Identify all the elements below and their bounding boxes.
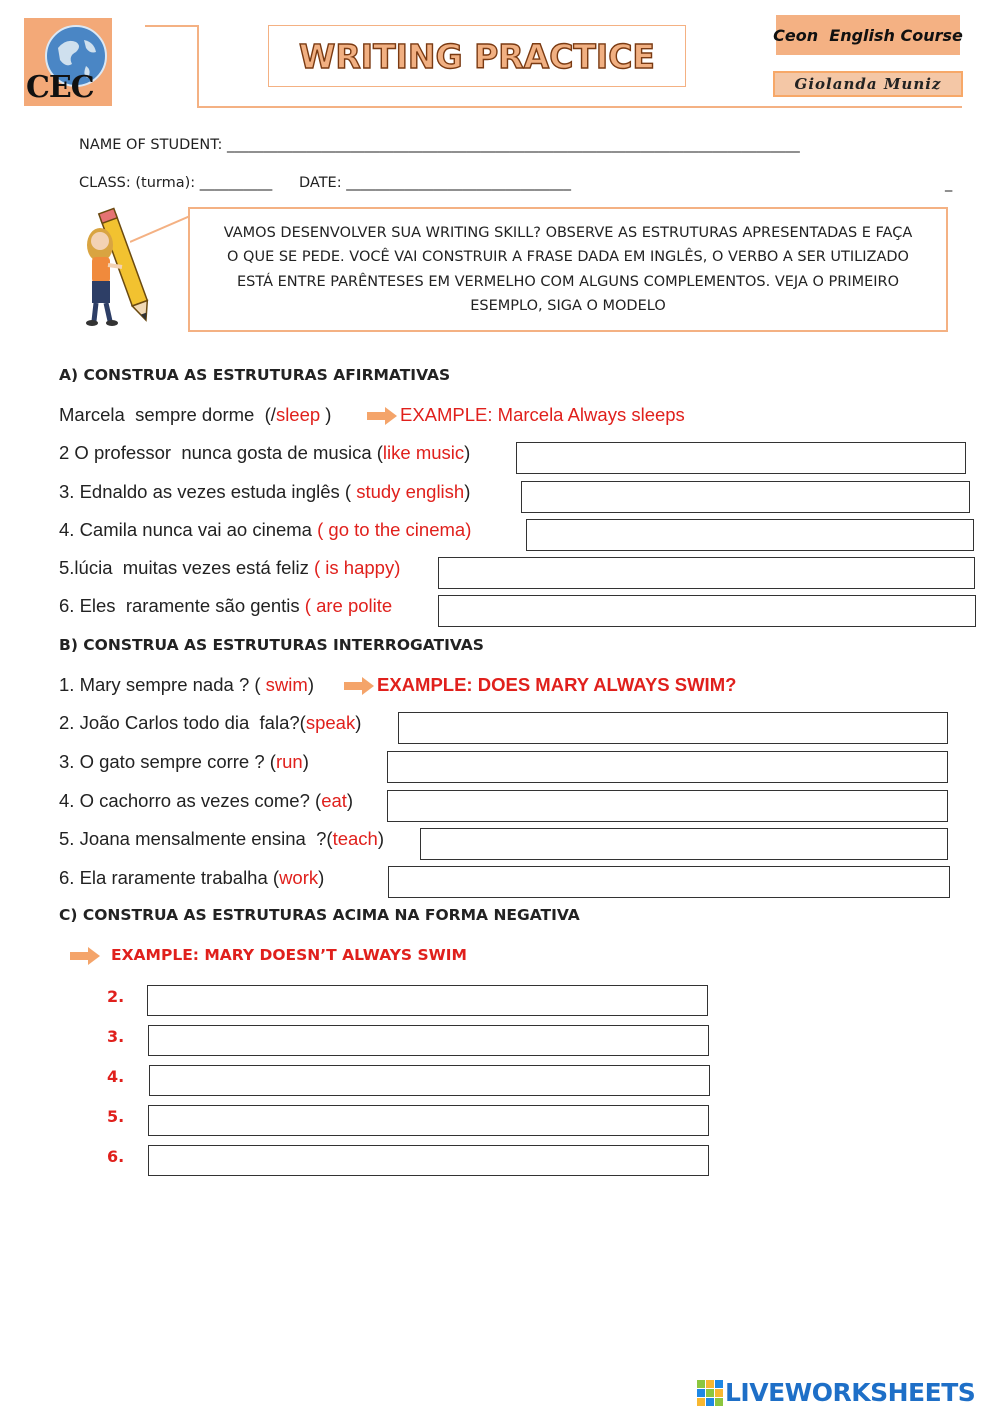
verb-hint: teach xyxy=(332,828,378,849)
student-name-line[interactable]: NAME OF STUDENT: _______________________________________________________________________________ xyxy=(79,137,800,153)
example-suffix: ) xyxy=(307,674,314,695)
verb-hint: study english xyxy=(351,481,465,502)
header-frame-line xyxy=(197,25,199,108)
question-text: 4. Camila nunca vai ao cinema xyxy=(59,519,318,540)
logo-text: CEC xyxy=(26,70,94,105)
example-prefix: Marcela sempre dorme (/ xyxy=(59,404,276,425)
section-c-example: EXAMPLE: MARY DOESN’T ALWAYS SWIM xyxy=(111,946,467,964)
section-b-example xyxy=(59,674,314,696)
question-suffix: ) xyxy=(464,442,471,463)
header-frame-line xyxy=(197,106,962,108)
arrow-right-icon xyxy=(367,407,397,425)
item-number: 6. xyxy=(107,1147,125,1166)
date-line[interactable]: DATE: _______________________________ xyxy=(299,175,571,191)
answer-box-c5[interactable] xyxy=(148,1105,709,1136)
section-c-heading: C) CONSTRUA AS ESTRUTURAS ACIMA NA FORMA NEGATIVA xyxy=(59,906,580,924)
arrow-right-icon xyxy=(70,947,100,965)
question-suffix: ) xyxy=(377,828,384,849)
question-text: 6. Eles raramente são gentis xyxy=(59,595,305,616)
liveworksheets-logo[interactable] xyxy=(697,1378,975,1407)
verb-hint: ( are polite xyxy=(304,595,393,616)
course-badge xyxy=(773,15,963,55)
question-b4 xyxy=(59,790,353,812)
answer-box-b4[interactable] xyxy=(387,790,948,822)
question-text: 3. Ednaldo as vezes estuda inglês ( xyxy=(59,481,352,502)
arrow-right-icon xyxy=(344,677,374,695)
item-number: 4. xyxy=(107,1067,125,1086)
answer-box-b3[interactable] xyxy=(387,751,948,783)
verb-hint: ( is happy) xyxy=(314,557,401,578)
answer-box-c2[interactable] xyxy=(147,985,708,1016)
answer-box-a3[interactable] xyxy=(521,481,970,513)
example-suffix: ) xyxy=(320,404,332,425)
liveworksheets-brand: LIVEWORKSHEETS xyxy=(725,1378,976,1407)
logo xyxy=(24,18,112,106)
section-a-example-answer: EXAMPLE: Marcela Always sleeps xyxy=(400,404,685,425)
question-suffix: ) xyxy=(302,751,309,772)
course-name: Ceon English Course xyxy=(773,25,963,45)
question-suffix: ) xyxy=(464,481,471,502)
title-box xyxy=(268,25,686,87)
question-a6 xyxy=(59,595,392,617)
answer-box-b2[interactable] xyxy=(398,712,948,744)
section-b-example-answer: EXAMPLE: DOES MARY ALWAYS SWIM? xyxy=(377,674,737,695)
answer-box-c6[interactable] xyxy=(148,1145,709,1176)
question-text: 2. João Carlos todo dia fala?( xyxy=(59,712,306,733)
question-text: 3. O gato sempre corre ? ( xyxy=(59,751,276,772)
speech-pointer xyxy=(130,214,190,244)
verb-hint: ( go to the cinema) xyxy=(317,519,472,540)
answer-box-a2[interactable] xyxy=(516,442,966,474)
section-a-heading: A) CONSTRUA AS ESTRUTURAS AFIRMATIVAS xyxy=(59,366,451,384)
question-text: 2 O professor nunca gosta de musica ( xyxy=(59,442,383,463)
page-title: WRITING PRACTICE xyxy=(299,36,655,76)
verb-hint: work xyxy=(279,867,319,888)
question-a5 xyxy=(59,557,400,579)
verb-hint: speak xyxy=(305,712,356,733)
question-b3 xyxy=(59,751,309,773)
question-a4 xyxy=(59,519,471,541)
question-suffix: ) xyxy=(346,790,354,811)
section-b-heading: B) CONSTRUA AS ESTRUTURAS INTERROGATIVAS xyxy=(59,636,484,654)
instructions-text: VAMOS DESENVOLVER SUA WRITING SKILL? OBSERVE AS ESTRUTURAS APRESENTADAS E FAÇA O QUE SE PEDE. VOCÊ VAI CONSTRUIR A FRASE DADA EM INGLÊS, O VERBO A SER UTILIZADO ESTÁ ENTRE PARÊNTESES EM VERMELHO COM ALGUNS COMPLEMENTOS. VEJA O PRIMEIRO ESEMPLO, SIGA O MODELO xyxy=(223,224,913,314)
item-number: 5. xyxy=(107,1107,125,1126)
answer-box-a4[interactable] xyxy=(526,519,974,551)
item-number: 3. xyxy=(107,1027,125,1046)
example-verb: swim xyxy=(265,674,308,695)
question-a2 xyxy=(59,442,470,464)
question-text: 5.lúcia muitas vezes está feliz xyxy=(59,557,314,578)
question-b6 xyxy=(59,867,324,889)
liveworksheets-icon xyxy=(697,1380,723,1406)
example-prefix: 1. Mary sempre nada ? ( xyxy=(59,674,266,695)
example-verb: sleep xyxy=(275,404,321,425)
instructions-box xyxy=(188,207,948,332)
verb-hint: eat xyxy=(321,790,347,811)
question-suffix: ) xyxy=(355,712,362,733)
question-text: 6. Ela raramente trabalha ( xyxy=(59,867,280,888)
author-name: Giolanda Muniz xyxy=(794,75,942,93)
question-text: 4. O cachorro as vezes come? ( xyxy=(59,790,322,811)
question-b5 xyxy=(59,828,384,850)
question-b2 xyxy=(59,712,361,734)
question-a3 xyxy=(59,481,470,503)
header-frame-line xyxy=(145,25,199,27)
answer-box-b6[interactable] xyxy=(388,866,950,898)
trailing-mark: _ xyxy=(945,176,953,192)
answer-box-c3[interactable] xyxy=(148,1025,709,1056)
answer-box-a5[interactable] xyxy=(438,557,975,589)
item-number: 2. xyxy=(107,987,125,1006)
answer-box-a6[interactable] xyxy=(438,595,976,627)
class-line[interactable]: CLASS: (turma): __________ xyxy=(79,175,273,191)
section-a-example xyxy=(59,404,331,426)
question-text: 5. Joana mensalmente ensina ?( xyxy=(59,828,333,849)
answer-box-b5[interactable] xyxy=(420,828,948,860)
author-badge xyxy=(773,71,963,97)
answer-box-c4[interactable] xyxy=(149,1065,710,1096)
verb-hint: run xyxy=(275,751,303,772)
question-suffix: ) xyxy=(318,867,325,888)
verb-hint: like music xyxy=(382,442,465,463)
